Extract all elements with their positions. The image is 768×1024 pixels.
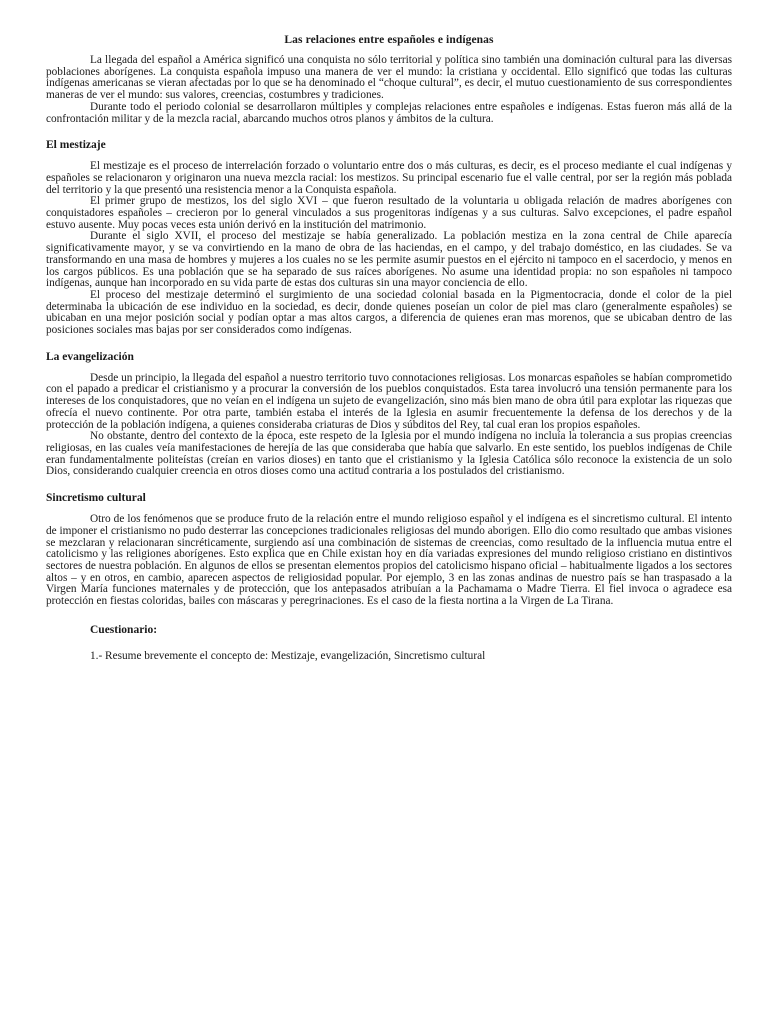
- questionnaire-heading: Cuestionario:: [90, 623, 158, 636]
- section-paragraph: El proceso del mestizaje determinó el surgimiento de una sociedad colonial basada en la Pigmentocracia, donde el color de la piel determinaba la ubicación de ese individuo en la sociedad, es decir, donde quienes poseían un color de piel mas claro (generalmente españoles) se ubicaban en una mejor posición social y podían optar a mas altos cargos, a diferencia de quienes eran mas morenos, que se ubicaban dentro de las posiciones sociales mas bajas por ser considerados como indígenas.: [46, 288, 732, 337]
- questionnaire: [90, 624, 732, 662]
- intro-paragraph: Durante todo el periodo colonial se desarrollaron múltiples y complejas relaciones entre españoles e indígenas. Estas fueron más allá de la confrontación militar y de la mezcla racial, abarcando muchos otros planos y ámbitos de la cultura.: [46, 100, 732, 125]
- questionnaire-item: 1.- Resume brevemente el concepto de: Mestizaje, evangelización, Sincretismo cultural: [90, 649, 486, 662]
- document-page: [46, 34, 732, 662]
- section-paragraph: No obstante, dentro del contexto de la época, este respeto de la Iglesia por el mundo indígena no incluía la tolerancia a sus propias creencias religiosas, en las cuales veía manifestaciones de herejía de las que consideraba que había que salvarlo. En este sentido, los pueblos indígenas de Chile eran fundamentalmente politeístas (creían en varios dioses) en tanto que el cristianismo y la Iglesia Católica sólo reconoce la existencia de un solo Dios, considerando cualquier creencia en otros dioses como una actitud contraria a los postulados del cristianismo.: [46, 430, 732, 478]
- section-paragraph: Desde un principio, la llegada del español a nuestro territorio tuvo connotaciones religiosas. Los monarcas españoles se habían comprometido con el papado a predicar el cristianismo y a procurar la conversión de los pueblos conquistados. Esta tarea involucró una tensión permanente para los intereses de los conquistadores, que no veían en el indígena un sujeto de evangelización, sino más bien mano de obra útil para explotar las riquezas que ofrecía el nuevo continente. Por otra parte, también estaba el interés de la Iglesia en asumir frecuentemente la defensa de los derechos y de la protección de la población indígena, a quienes consideraba criaturas de Dios y súbditos del Rey, tal cual eran los propios españoles.: [46, 371, 732, 431]
- document-title: Las relaciones entre españoles e indígenas: [284, 34, 494, 46]
- section-heading: Sincretismo cultural: [46, 492, 146, 505]
- section-evangelizacion: [46, 351, 732, 478]
- intro-block: [46, 55, 732, 125]
- section-paragraph: Otro de los fenómenos que se produce fruto de la relación entre el mundo religioso español y el indígena es el sincretismo cultural. El intento de imponer el cristianismo no pudo desterrar las concepciones tradicionales religiosas del mundo aborigen. Ello dio como resultado que ambas visiones se mezclaran y relacionaran sincréticamente, surgiendo así una combinación de sistemas de creencias, como resultado de la influencia mutua entre el catolicismo y las religiones aborígenes. Esto explica que en Chile existan hoy en día variadas expresiones del mundo religioso cristiano en distintivos sectores de nuestra población. En algunos de ellos se presentan elementos propios del catolicismo hispano oficial – habitualmente ligados a los sectores altos – y en otros, en cambio, aparecen aspectos de religiosidad popular. Por ejemplo, 3 en las zonas andinas de nuestro país se han traspasado a la Virgen María funciones maternales y de protección, que los antepasados atribuían a la Pachamama o Madre Tierra. El fiel invoca o agradece esa protección en fiestas coloridas, bailes con máscaras y peregrinaciones. Es el caso de la fiesta nortina a la Virgen de La Tirana.: [46, 513, 732, 608]
- section-paragraph: Durante el siglo XVII, el proceso del mestizaje se había generalizado. La población mestiza en la zona central de Chile aparecía significativamente mayor, y se va convirtiendo en la mano de obra de las haciendas, en el campo, y del trabajo doméstico, en las ciudades. Se va transformando en una masa de hombres y mujeres a los cuales no se les permite asumir puestos en el ejército ni tampoco en el sacerdocio, y menos en los cargos públicos. Es una población que se ha separado de sus raíces aborígenes. No asume una identidad propia: no son españoles ni tampoco indígenas, aunque han incorporado en su vida parte de estas dos culturas sin una mayor conciencia de ello.: [46, 230, 732, 290]
- section-mestizaje: [46, 139, 732, 337]
- section-heading: La evangelización: [46, 350, 134, 363]
- section-heading: El mestizaje: [46, 139, 106, 152]
- intro-paragraph: La llegada del español a América significó una conquista no sólo territorial y política sino también una dominación cultural para las diversas poblaciones aborígenes. La conquista española impuso una manera de ver el mundo: la cristiana y occidental. Ello significó que todas las culturas indígenas americanas se vieran afectadas por lo que se ha denominado el “choque cultural”, es decir, el mutuo cuestionamiento de sus correspondientes maneras de ver el mundo: sus valores, creencias, costumbres y tradiciones.: [46, 54, 732, 102]
- section-paragraph: El mestizaje es el proceso de interrelación forzado o voluntario entre dos o más culturas, es decir, es el proceso mediante el cual indígenas y españoles se relacionaron y originaron una nueva mezcla racial: los mestizos. Su principal escenario fue el valle central, por ser la región más poblada del territorio y la que presentó una resistencia menor a la Conquista española.: [46, 160, 732, 196]
- section-paragraph: El primer grupo de mestizos, los del siglo XVI – que fueron resultado de la voluntaria u obligada relación de madres aborígenes con conquistadores españoles – crecieron por lo general vinculados a sus progenitoras indígenas y a sus culturas. Salvo excepciones, el padre español estuvo ausente. Muy pocas veces esta unión derivó en la institución del matrimonio.: [46, 195, 732, 231]
- section-sincretismo: [46, 492, 732, 608]
